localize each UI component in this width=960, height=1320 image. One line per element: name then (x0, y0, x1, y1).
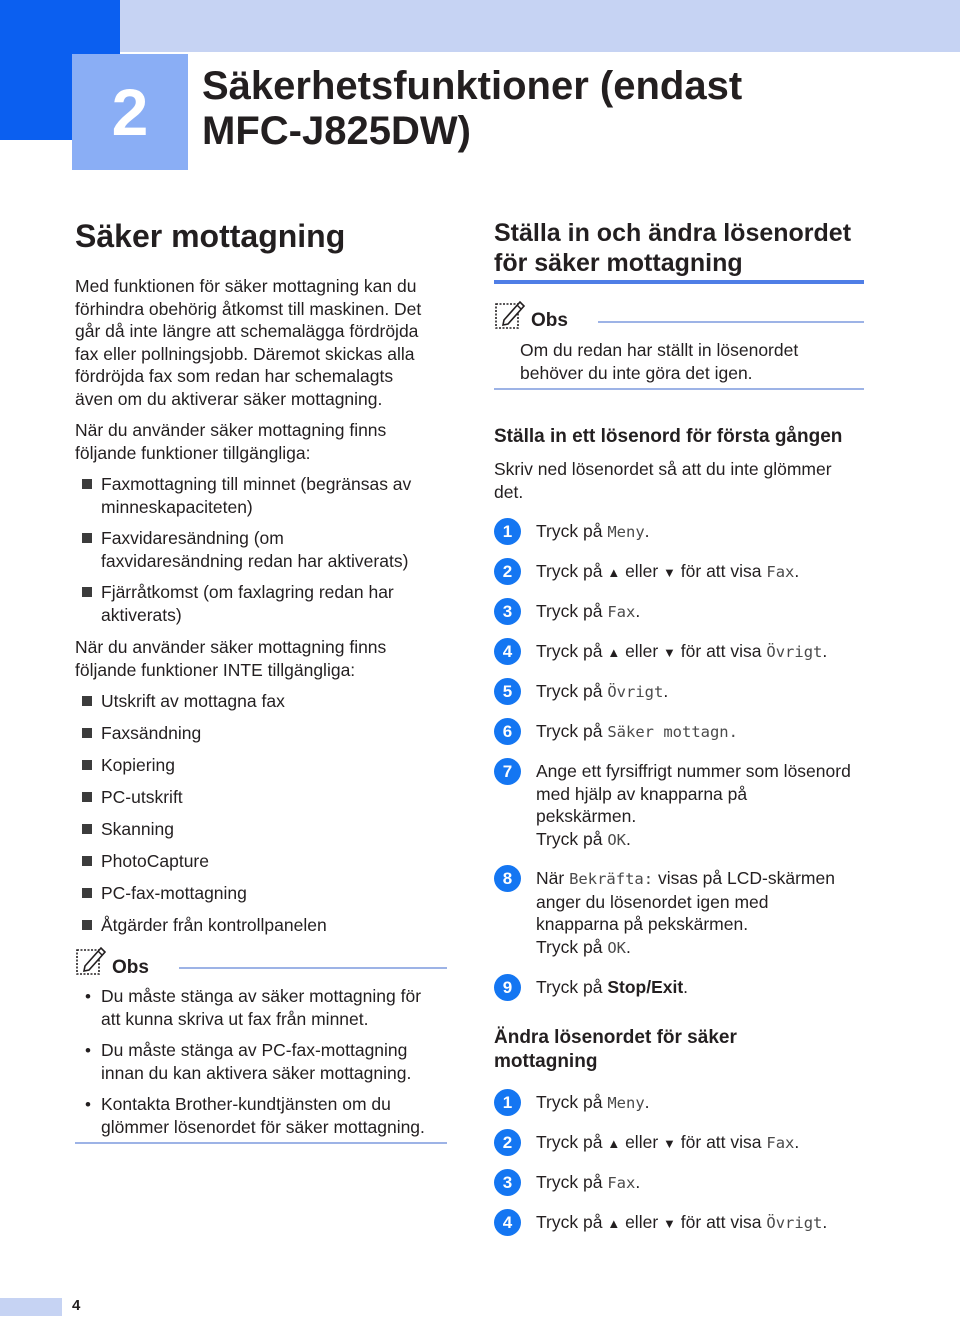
note-rule-top (598, 321, 864, 323)
chapter-title-line-2: MFC-J825DW) (202, 109, 471, 153)
heading-underline (494, 280, 864, 284)
step-text: Tryck på (536, 1172, 603, 1192)
chapter-number: 2 (72, 54, 188, 170)
step-number: 4 (494, 638, 521, 665)
unavailable-intro-line: När du använder säker mottagning finns (75, 637, 387, 657)
intro-line: fördröjda fax som redan har schemalagts (75, 366, 394, 387)
lcd-key-text: Bekräfta: (569, 870, 654, 888)
bullet-square-icon (82, 920, 92, 930)
note-text: Kontakta Brother-kundtjänsten om du (101, 1094, 391, 1114)
step-text: Tryck på (536, 721, 603, 741)
list-item-available (75, 527, 408, 572)
arrow-up-icon: ▲ (607, 565, 621, 580)
list-item-text: Faxsändning (101, 723, 202, 743)
intro-line: även om du aktiverar säker mottagning. (75, 388, 383, 409)
step-text: Tryck på (536, 561, 603, 581)
note-label: Obs (531, 310, 568, 331)
note-text (520, 339, 798, 384)
list-item-unavailable (75, 690, 285, 713)
step-number: 3 (494, 1169, 521, 1196)
list-item-unavailable (75, 882, 247, 905)
bullet-square-icon (82, 888, 92, 898)
heading-line: mottagning (494, 1051, 598, 1072)
note-rule-bottom (494, 388, 864, 390)
step-text: Tryck på (536, 936, 603, 957)
bullet-square-icon (82, 479, 92, 489)
lcd-key-text: Övrigt (766, 1214, 823, 1232)
list-item-text: Åtgärder från kontrollpanelen (101, 915, 327, 935)
intro-line: fax eller pollningsjobb. Däremot skickas alla (75, 343, 415, 364)
arrow-up-icon: ▲ (607, 1136, 621, 1151)
lcd-key-text: OK (607, 938, 626, 957)
available-intro-line: följande funktioner tillgängliga: (75, 442, 311, 463)
list-item-text: faxvidaresändning redan har aktiverats) (101, 550, 409, 571)
step-number: 4 (494, 1209, 521, 1236)
page-number: 4 (72, 1297, 81, 1314)
subheading-first-time: Ställa in ett lösenord för första gången (494, 426, 843, 447)
available-intro-line: När du använder säker mottagning finns (75, 420, 387, 440)
chapter-title-line-1: Säkerhetsfunktioner (endast (202, 64, 743, 108)
arrow-down-icon: ▼ (663, 1136, 676, 1151)
lcd-key-text: Fax (766, 1134, 795, 1152)
step-text: Tryck på (536, 1092, 603, 1112)
note-line: behöver du inte göra det igen. (520, 362, 753, 383)
chapter-title (202, 64, 942, 154)
bullet-square-icon (82, 728, 92, 738)
bullet-square-icon (82, 696, 92, 706)
step-text: Tryck på (536, 601, 603, 621)
step-text: knapparna på pekskärmen. (536, 914, 749, 935)
step-text: för att visa (680, 641, 762, 661)
step-text: Tryck på (536, 521, 603, 541)
lcd-key-text: Säker mottagn. (607, 723, 738, 741)
unavailable-intro-line: följande funktioner INTE tillgängliga: (75, 659, 356, 680)
step-text: Tryck på (536, 1132, 603, 1152)
list-item-text: aktiverats) (101, 604, 182, 625)
step-text: för att visa (680, 1212, 762, 1232)
first-intro-line: Skriv ned lösenordet så att du inte glömmer (494, 459, 832, 479)
arrow-up-icon: ▲ (607, 645, 621, 660)
list-item-text: Faxmottagning till minnet (begränsas av (101, 474, 412, 494)
bullet-square-icon (82, 824, 92, 834)
list-item-text: minneskapaciteten) (101, 496, 253, 517)
note-pencil-icon (75, 944, 107, 976)
step-text: Tryck på (536, 977, 603, 997)
lcd-key-text: Fax (607, 603, 636, 621)
note-text: Du måste stänga av PC-fax-mottagning (101, 1040, 408, 1060)
step-text: eller (625, 641, 659, 661)
step-text: eller (625, 1212, 659, 1232)
bullet-square-icon (82, 856, 92, 866)
step-text: för att visa (680, 561, 762, 581)
step-number: 2 (494, 558, 521, 585)
list-item-unavailable (75, 786, 183, 809)
step-number: 2 (494, 1129, 521, 1156)
section-heading-password (494, 218, 851, 278)
note-rule-top (179, 967, 447, 969)
arrow-down-icon: ▼ (663, 1216, 676, 1231)
note-text: glömmer lösenordet för säker mottagning. (101, 1116, 425, 1137)
lcd-key-text: Fax (607, 1174, 636, 1192)
heading-line: för säker mottagning (494, 249, 743, 277)
list-item-text: PhotoCapture (101, 851, 209, 871)
arrow-down-icon: ▼ (663, 645, 676, 660)
note-item (75, 1039, 411, 1084)
step-text: Ange ett fyrsiffrigt nummer som lösenord (536, 761, 851, 781)
note-line: Om du redan har ställt in lösenordet (520, 340, 799, 360)
list-item-text: Fjärråtkomst (om faxlagring redan har (101, 582, 394, 602)
step-text: Tryck på (536, 681, 603, 701)
list-item-unavailable (75, 850, 209, 873)
note-text: att kunna skriva ut fax från minnet. (101, 1008, 369, 1029)
lcd-key-text: Övrigt (766, 643, 823, 661)
step-text: eller (625, 1132, 659, 1152)
list-item-unavailable (75, 722, 201, 745)
step-text: Tryck på (536, 1212, 603, 1232)
unavailable-intro (75, 636, 386, 681)
step-number: 3 (494, 598, 521, 625)
step-text: När (536, 868, 565, 888)
step-text: med hjälp av knapparna på (536, 783, 748, 804)
list-item-text: Utskrift av mottagna fax (101, 691, 285, 711)
bullet-square-icon (82, 760, 92, 770)
note-pencil-icon (494, 298, 526, 330)
heading-line: Ändra lösenordet för säker (494, 1027, 737, 1048)
step-number: 5 (494, 678, 521, 705)
note-rule-bottom (75, 1142, 447, 1144)
bullet-square-icon (82, 792, 92, 802)
intro-line: Med funktionen för säker mottagning kan du (75, 276, 417, 296)
bullet-dot-icon: • (85, 1095, 91, 1114)
step-text: eller (625, 561, 659, 581)
lcd-key-text: Meny (607, 1094, 645, 1112)
step-number: 6 (494, 718, 521, 745)
footer-band (0, 1298, 62, 1316)
step-text: visas på LCD-skärmen (657, 868, 835, 888)
first-intro-line: det. (494, 481, 524, 502)
list-item-text: Skanning (101, 819, 174, 839)
note-item (75, 1093, 425, 1138)
list-item-text: PC-utskrift (101, 787, 183, 807)
step-number: 9 (494, 974, 521, 1001)
section-heading-saker-mottagning: Säker mottagning (75, 218, 346, 254)
arrow-down-icon: ▼ (663, 565, 676, 580)
list-item-available (75, 473, 411, 518)
bullet-square-icon (82, 587, 92, 597)
intro-paragraph (75, 275, 421, 411)
first-intro (494, 458, 832, 503)
bullet-dot-icon: • (85, 987, 91, 1006)
heading-line: Ställa in och ändra lösenordet (494, 219, 852, 247)
list-item-unavailable (75, 818, 174, 841)
key-name-text: Stop/Exit (607, 977, 684, 997)
available-intro (75, 419, 386, 464)
step-number: 1 (494, 1089, 521, 1116)
step-number: 7 (494, 758, 521, 785)
intro-line: går då inte längre att schemalägga fördröjda (75, 321, 419, 342)
intro-line: förhindra obehörig åtkomst till maskinen. Det (75, 298, 422, 319)
note-label: Obs (112, 957, 149, 978)
list-item-text: Faxvidaresändning (om (101, 528, 284, 548)
step-number: 1 (494, 518, 521, 545)
note-text: Du måste stänga av säker mottagning för (101, 986, 422, 1006)
step-text: Tryck på (536, 641, 603, 661)
list-item-unavailable (75, 914, 327, 937)
lcd-key-text: Övrigt (607, 683, 664, 701)
bullet-dot-icon: • (85, 1041, 91, 1060)
list-item-text: PC-fax-mottagning (101, 883, 247, 903)
lcd-key-text: Fax (766, 563, 795, 581)
step-text: pekskärmen. (536, 806, 637, 827)
lcd-key-text: Meny (607, 523, 645, 541)
subheading-change-password (494, 1026, 737, 1074)
header-band-light (120, 0, 960, 52)
step-number: 8 (494, 865, 521, 892)
lcd-key-text: OK (607, 830, 626, 849)
step-text: för att visa (680, 1132, 762, 1152)
step-text: anger du lösenordet igen med (536, 891, 769, 912)
list-item-available (75, 581, 394, 626)
list-item-text: Kopiering (101, 755, 175, 775)
step-text: Tryck på (536, 828, 603, 849)
arrow-up-icon: ▲ (607, 1216, 621, 1231)
note-item (75, 985, 421, 1030)
note-text: innan du kan aktivera säker mottagning. (101, 1062, 412, 1083)
bullet-square-icon (82, 533, 92, 543)
list-item-unavailable (75, 754, 175, 777)
